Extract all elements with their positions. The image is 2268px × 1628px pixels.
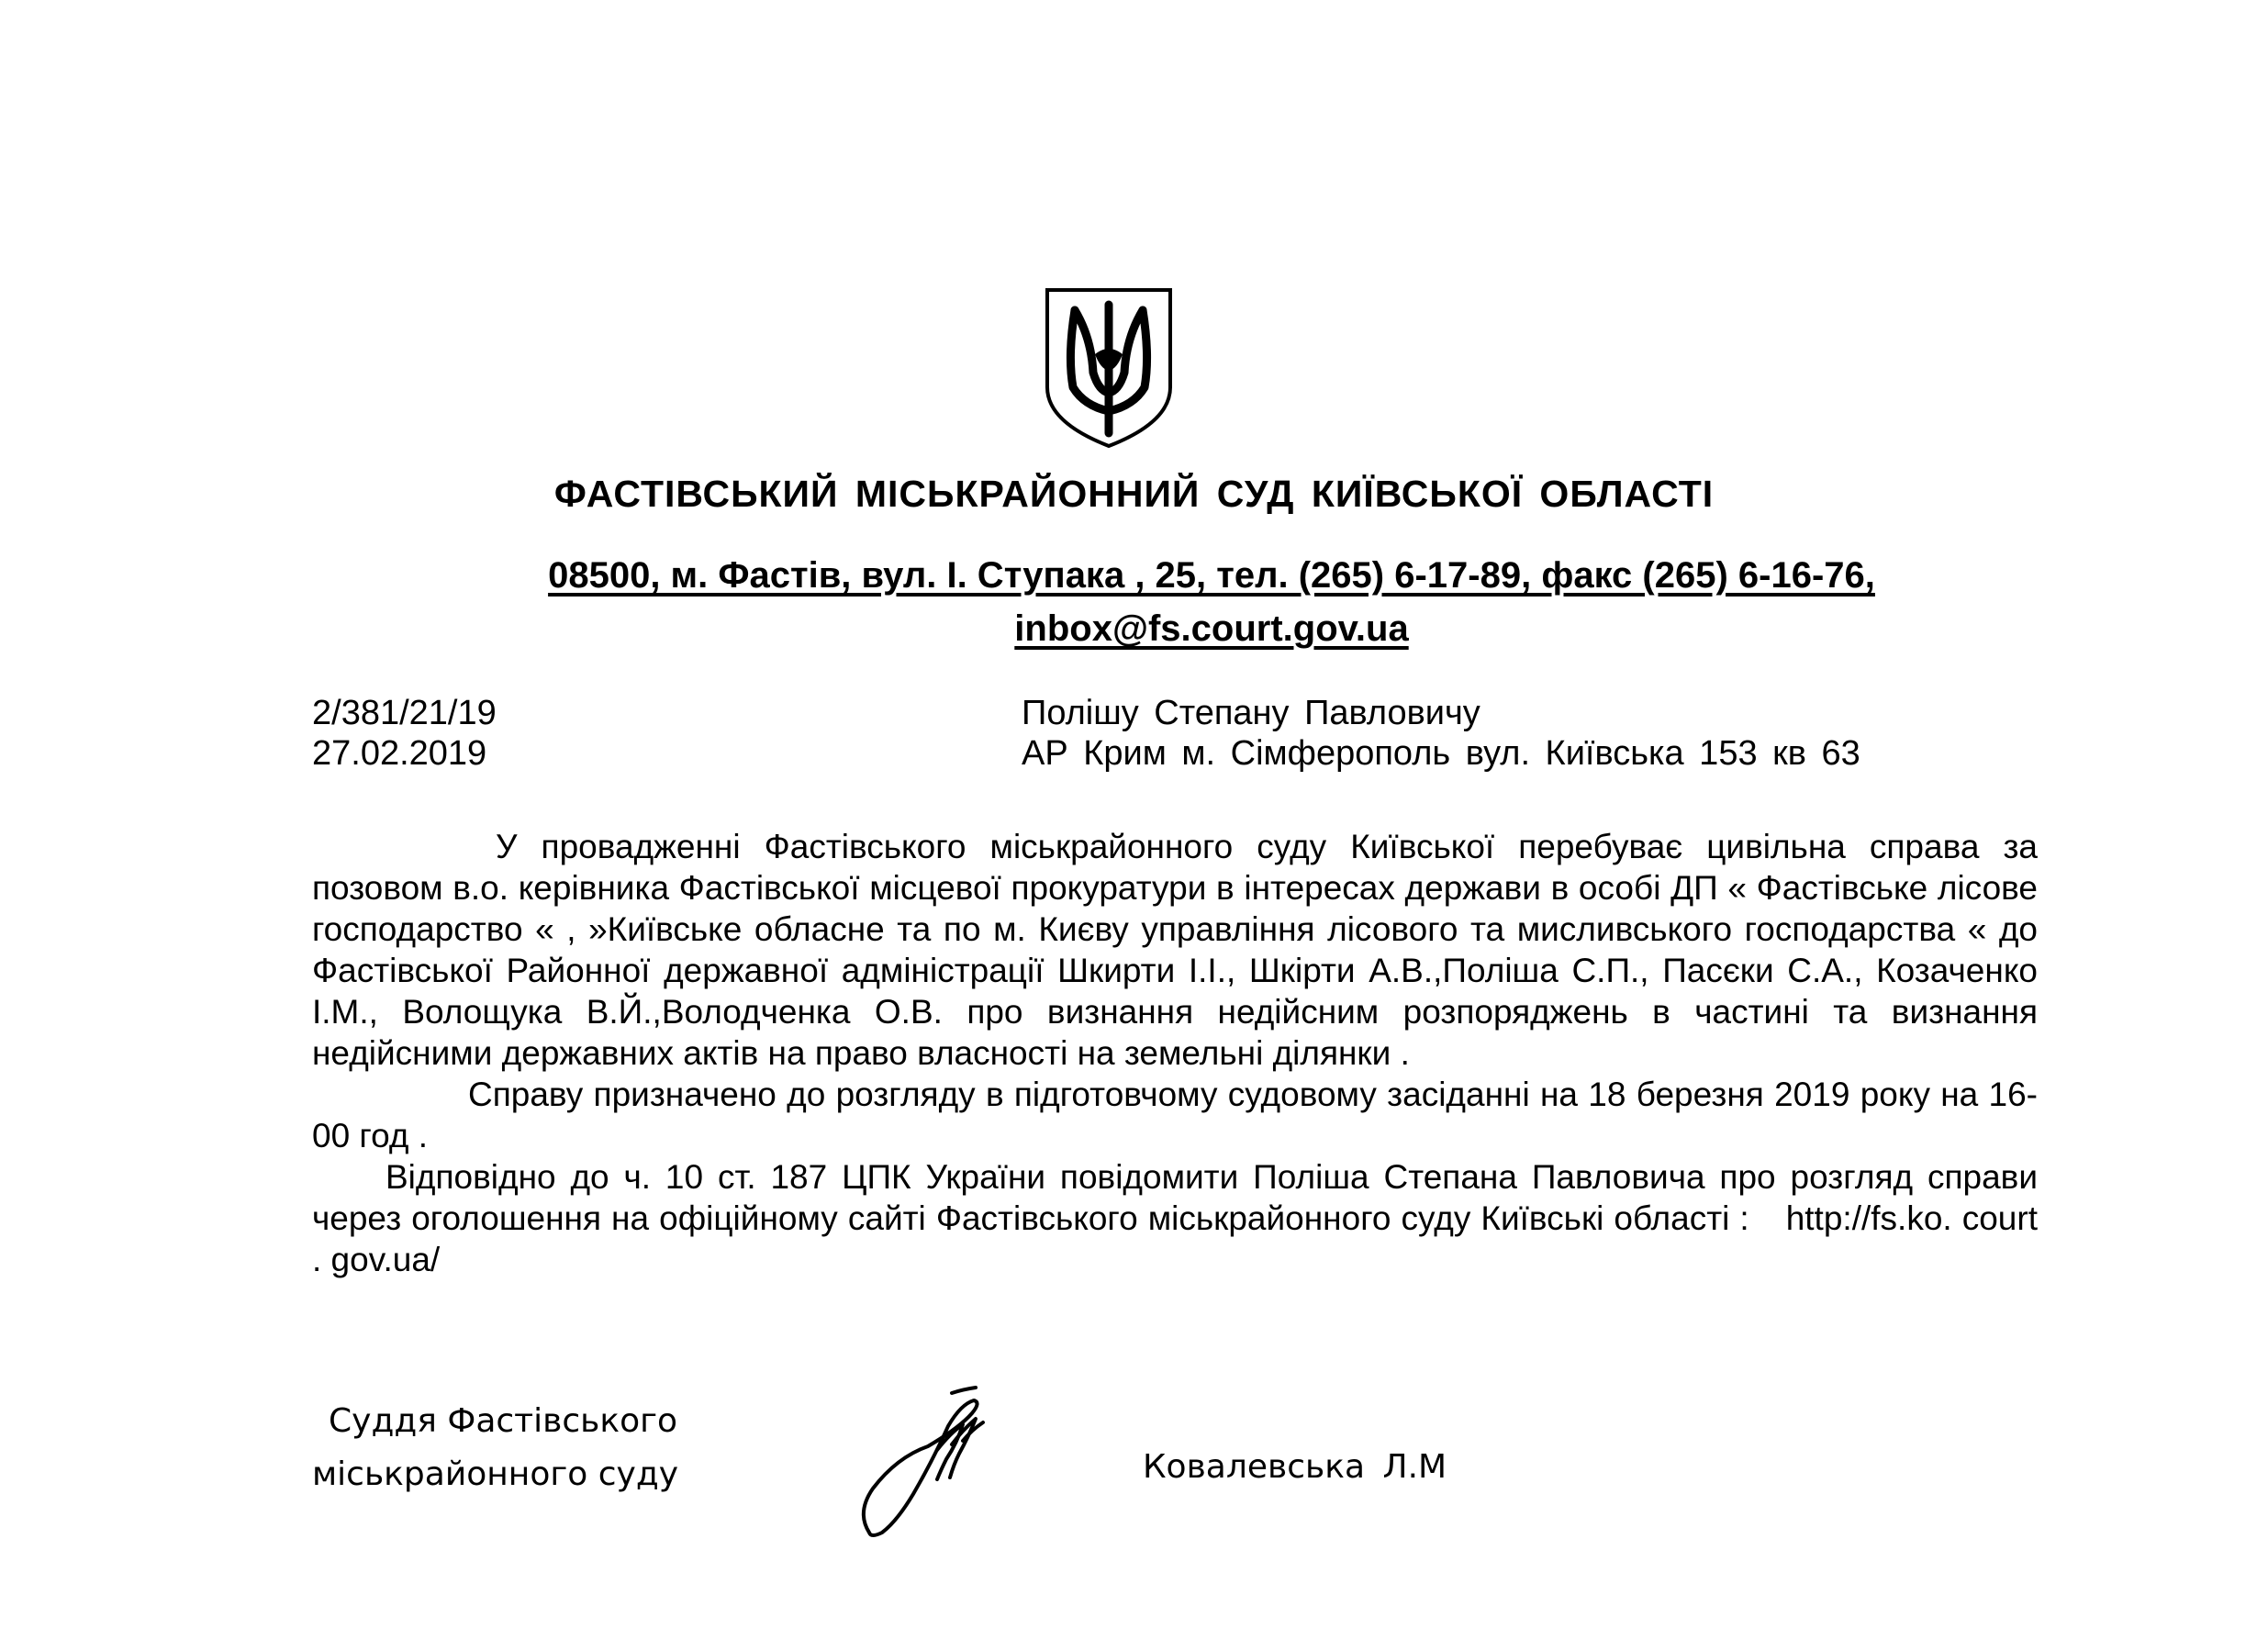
reference-block	[312, 693, 497, 774]
body-paragraph	[312, 1156, 2038, 1280]
court-email: inbox@fs.court.gov.ua	[1014, 608, 1409, 649]
letter-body	[312, 826, 2038, 1280]
recipient-address: АР Крим м. Сімферополь вул. Київська 153 кв 63	[1022, 734, 1860, 773]
judge-title	[312, 1395, 678, 1501]
judge-title-line: міськрайонного суду	[312, 1455, 679, 1493]
judge-title-line: Суддя Фастівського	[329, 1402, 678, 1440]
handwritten-signature	[849, 1386, 1005, 1542]
recipient-name: Полішу Степану Павловичу	[1022, 694, 1480, 732]
notice-text: Відповідно до ч. 10 ст. 187 ЦПК України повідомити Поліша Степана Павловича про розгляд справи через оголошення на офіційному сайті Фастівського міськрайонного суду Київські області :	[312, 1158, 2038, 1237]
court-name-heading: ФАСТІВСЬКИЙ МІСЬКРАЙОННИЙ СУД КИЇВСЬКОЇ ОБЛАСТІ	[553, 473, 1715, 515]
judge-name: Ковалевська Л.М	[1143, 1448, 1447, 1486]
case-number: 2/381/21/19	[312, 694, 497, 732]
letter-date: 27.02.2019	[312, 734, 487, 773]
body-paragraph: У провадженні Фастівського міськрайонного суду Київської перебуває цивільна справа за позовом в.о. керівника Фастівської місцевої прокуратури в інтересах держави в особі ДП « Фастівське лісове господарство « , »Київське обласне та по м. Києву управління лісового та мисливського господарства « до Фастівської Районної державної адміністрації Шкирти І.І., Шкірти А.В.,Поліша С.П., Пасєки С.А., Козаченко І.М., Волощука В.Й.,Володченка О.В. про визнання недійсним розпоряджень в частині та визнання недійсними державних актів на право власності на земельні ділянки .	[312, 828, 2038, 1072]
body-paragraph: Справу призначено до розгляду в підготовчому судовому засіданні на 18 березня 2019 року на 16-00 год .	[312, 1076, 2038, 1154]
court-address	[431, 549, 1992, 655]
court-address-line: 08500, м. Фастів, вул. І. Ступака , 25, тел. (265) 6-17-89, факс (265) 6-16-76,	[548, 555, 1875, 596]
court-website: http://fs.ko. court . gov.ua/	[312, 1199, 2038, 1278]
recipient-block	[1022, 693, 1860, 774]
trident-coat-of-arms-icon	[1040, 284, 1178, 450]
